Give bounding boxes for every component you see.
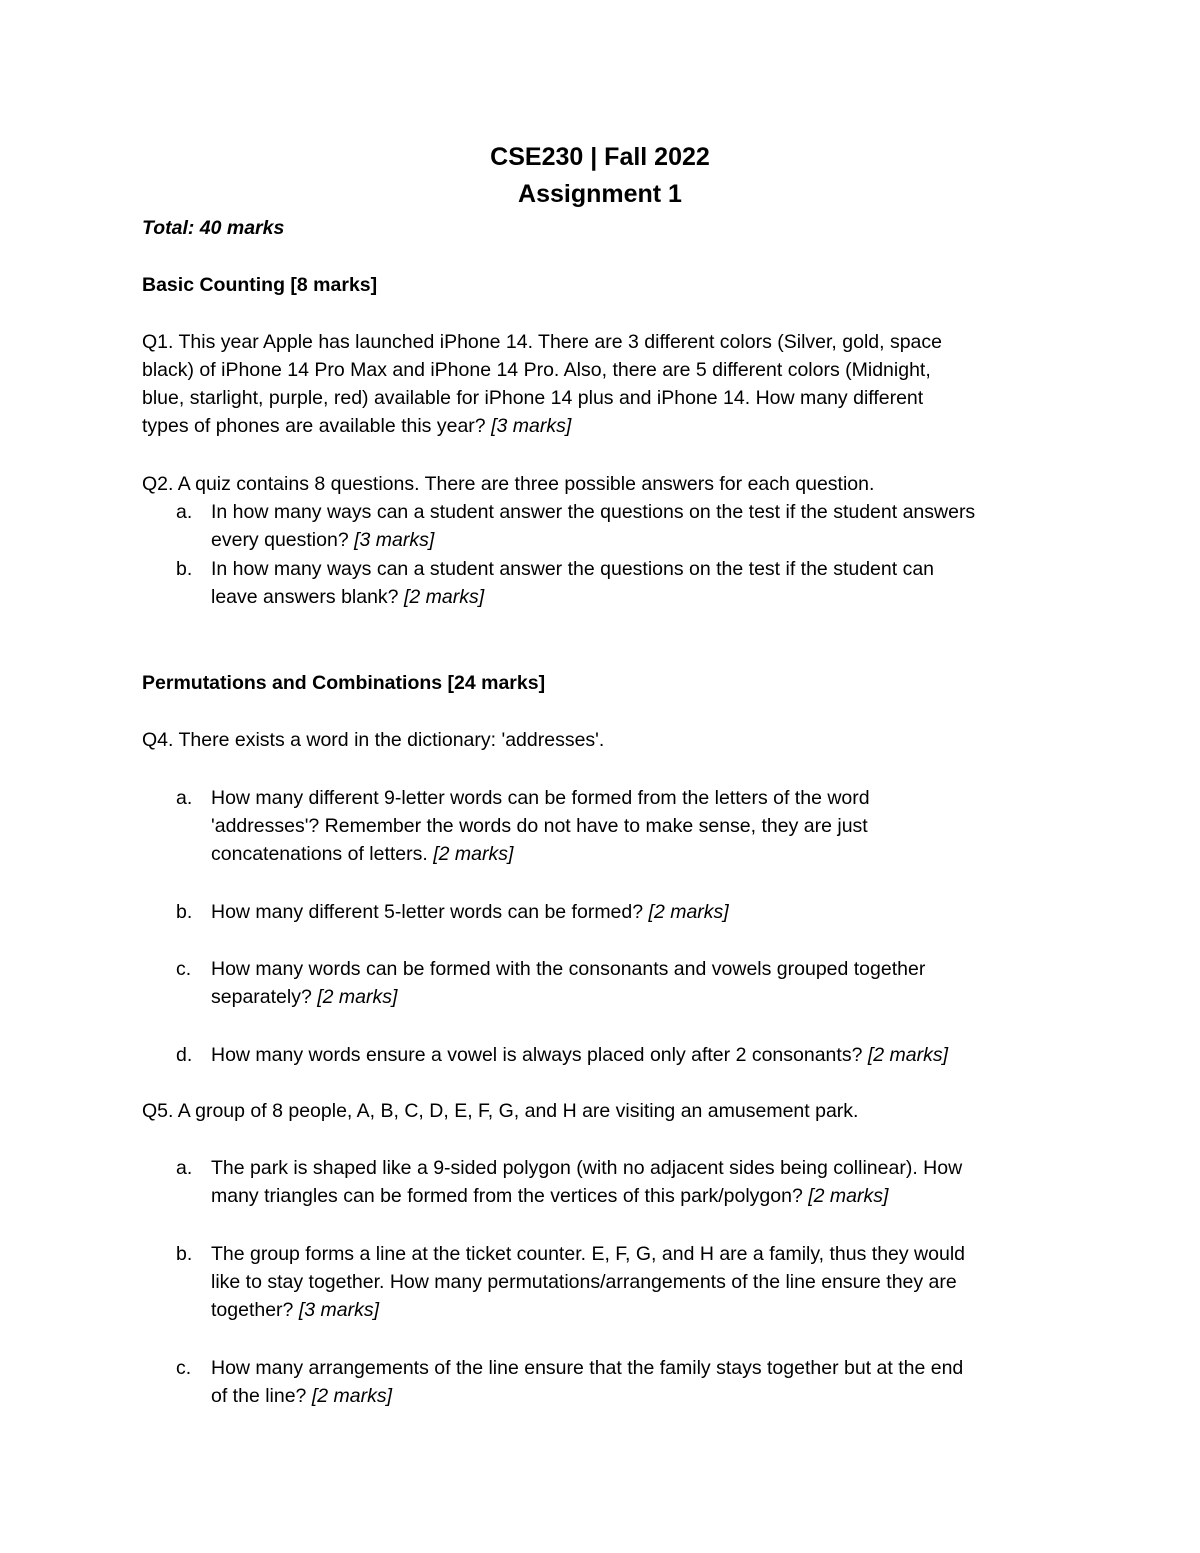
q5-b-line-3-text: together?	[211, 1299, 294, 1321]
q4-a-line-1: How many different 9-letter words can be formed from the letters of the word	[211, 787, 870, 809]
q2-b-marks: [2 marks]	[403, 586, 485, 608]
q5-a-line-1: The park is shaped like a 9-sided polygon (with no adjacent sides being collinear). How	[211, 1157, 963, 1179]
q4-d-line-1-text: How many words ensure a vowel is always placed only after 2 consonants?	[211, 1044, 863, 1066]
q4-a-marks: [2 marks]	[433, 843, 514, 865]
section-heading-permutations: Permutations and Combinations [24 marks]	[142, 672, 546, 694]
q5-intro: Q5. A group of 8 people, A, B, C, D, E, F, G, and H are visiting an amusement park.	[142, 1100, 859, 1122]
q2-b-line-2	[211, 583, 484, 611]
q2-b-line-1: In how many ways can a student answer the questions on the test if the student can	[211, 558, 935, 580]
q2-a-marks: [3 marks]	[354, 529, 435, 551]
q4-a-line-3	[211, 840, 513, 868]
q2-a-line-1: In how many ways can a student answer the questions on the test if the student answers	[211, 501, 976, 523]
q1-line-4-text: types of phones are available this year?	[142, 415, 486, 437]
q2-b-line-2-text: leave answers blank?	[211, 586, 399, 608]
q5-a-marks: [2 marks]	[808, 1185, 889, 1207]
q4-c-marker: c.	[176, 958, 192, 980]
q5-c-marker: c.	[176, 1357, 192, 1379]
q4-d-marks: [2 marks]	[867, 1044, 949, 1066]
q5-b-line-1: The group forms a line at the ticket counter. E, F, G, and H are a family, thus they would	[211, 1243, 966, 1265]
total-marks: Total: 40 marks	[142, 217, 285, 239]
q4-a-line-2: 'addresses'? Remember the words do not have to make sense, they are just	[211, 815, 868, 837]
q4-d-line-1	[211, 1041, 948, 1069]
q5-c-line-2	[211, 1382, 392, 1410]
q1-marks: [3 marks]	[491, 415, 572, 437]
q4-b-marks: [2 marks]	[648, 901, 729, 923]
assignment-title: Assignment 1	[518, 180, 682, 208]
q5-a-line-2	[211, 1182, 888, 1210]
q5-b-marks: [3 marks]	[298, 1299, 380, 1321]
q4-c-line-2-text: separately?	[211, 986, 312, 1008]
q4-b-line-1-text: How many different 5-letter words can be formed?	[211, 901, 644, 923]
section-heading-basic-counting: Basic Counting [8 marks]	[142, 274, 378, 296]
q2-a-line-2-text: every question?	[211, 529, 349, 551]
q1-line-1: Q1. This year Apple has launched iPhone 14. There are 3 different colors (Silver, gold, space	[142, 331, 942, 353]
q4-c-marks: [2 marks]	[317, 986, 398, 1008]
q5-a-line-2-text: many triangles can be formed from the vertices of this park/polygon?	[211, 1185, 803, 1207]
q1-line-3: blue, starlight, purple, red) available for iPhone 14 plus and iPhone 14. How many different	[142, 387, 924, 409]
q5-c-line-2-text: of the line?	[211, 1385, 307, 1407]
course-title: CSE230 | Fall 2022	[490, 143, 710, 171]
q4-c-line-2	[211, 983, 397, 1011]
q4-a-line-3-text: concatenations of letters.	[211, 843, 428, 865]
q5-b-marker: b.	[176, 1243, 193, 1265]
q1-line-4	[142, 412, 571, 440]
q4-intro: Q4. There exists a word in the dictionary: 'addresses'.	[142, 729, 605, 751]
q5-b-line-2: like to stay together. How many permutations/arrangements of the line ensure they are	[211, 1271, 957, 1293]
q5-c-line-1: How many arrangements of the line ensure that the family stays together but at the end	[211, 1357, 964, 1379]
q2-a-marker: a.	[176, 501, 193, 523]
q5-b-line-3	[211, 1296, 379, 1324]
q2-intro: Q2. A quiz contains 8 questions. There are three possible answers for each question.	[142, 473, 875, 495]
q4-b-line-1	[211, 898, 729, 926]
q4-c-line-1: How many words can be formed with the consonants and vowels grouped together	[211, 958, 926, 980]
q2-b-marker: b.	[176, 558, 193, 580]
q5-a-marker: a.	[176, 1157, 193, 1179]
q1-line-2: black) of iPhone 14 Pro Max and iPhone 14 Pro. Also, there are 5 different colors (Midnight,	[142, 359, 931, 381]
q4-a-marker: a.	[176, 787, 193, 809]
q2-a-line-2	[211, 526, 434, 554]
q4-b-marker: b.	[176, 901, 193, 923]
q4-d-marker: d.	[176, 1044, 193, 1066]
q5-c-marks: [2 marks]	[311, 1385, 393, 1407]
